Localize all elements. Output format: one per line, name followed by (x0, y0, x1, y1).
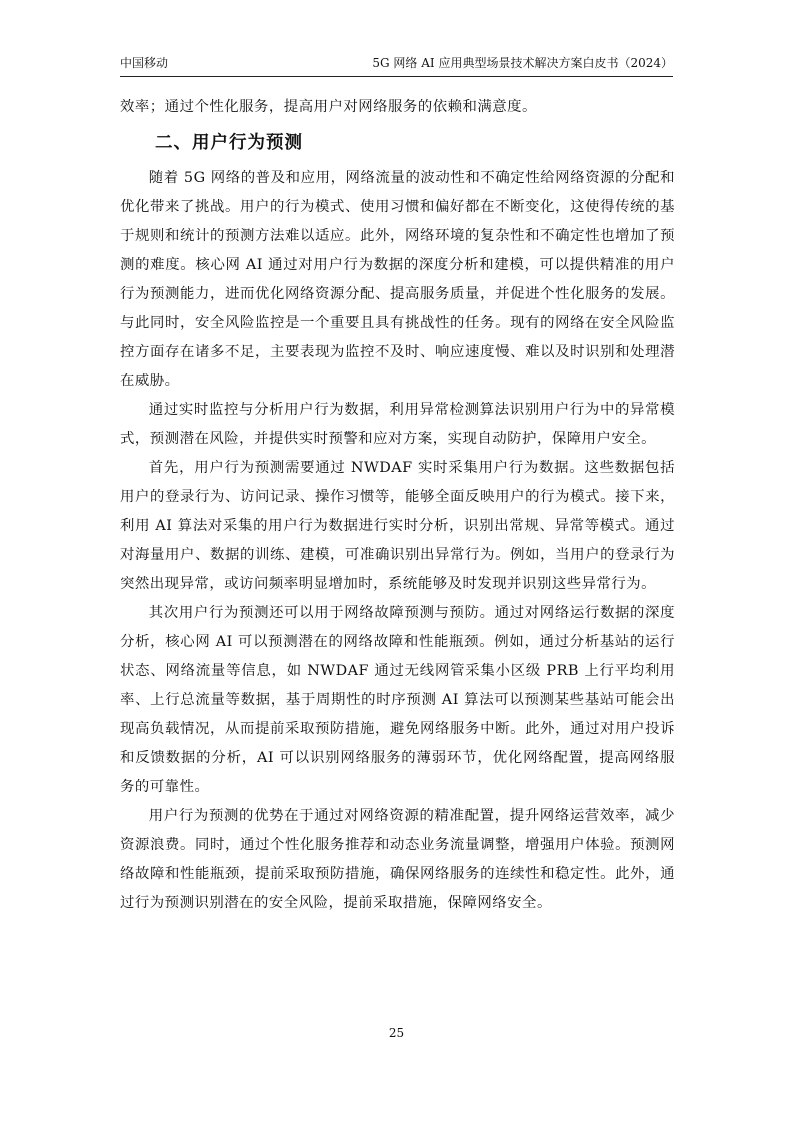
paragraph-3: 首先，用户行为预测需要通过 NWDAF 实时采集用户行为数据。这些数据包括用户的登录行为、访问记录、操作习惯等，能够全面反映用户的行为模式。接下来，利用 AI 算法对采集的用户行为数据进行实时分析，识别出常规、异常等模式。通过对海量用户、数据的训练、建模，可准确识别出异常行为。例如，当用户的登录行为突然出现异常，或访问频率明显增加时，系统能够及时发现并识别这些异常行为。 (120, 460, 675, 592)
page-content (120, 93, 675, 918)
paragraph-4: 其次用户行为预测还可以用于网络故障预测与预防。通过对网络运行数据的深度分析，核心网 AI 可以预测潜在的网络故障和性能瓶颈。例如，通过分析基站的运行状态、网络流量等信息，如 NWDAF 通过无线网管采集小区级 PRB 上行平均利用率、上行总流量等数据，基于周期性的时序预测 AI 算法可以预测某些基站可能会出现高负载情况，从而提前采取预防措施，避免网络服务中断。此外，通过对用户投诉和反馈数据的分析，AI 可以识别网络服务的薄弱环节，优化网络配置，提高网络服务的可靠性。 (120, 605, 675, 795)
page-header (120, 54, 673, 77)
header-org: 中国移动 (120, 56, 169, 70)
paragraph-2: 通过实时监控与分析用户行为数据，利用异常检测算法识别用户行为中的异常模式，预测潜在风险，并提供实时预警和应对方案，实现自动防护，保障用户安全。 (120, 402, 675, 447)
section-heading: 二、用户行为预测 (155, 133, 303, 153)
intro-line: 效率；通过个性化服务，提高用户对网络服务的依赖和满意度。 (120, 99, 537, 115)
paragraph-5: 用户行为预测的优势在于通过对网络资源的精准配置，提升网络运营效率，减少资源浪费。同时，通过个性化服务推荐和动态业务流量调整，增强用户体验。预测网络故障和性能瓶颈，提前采取预防措施，确保网络服务的连续性和稳定性。此外，通过行为预测识别潜在的安全风险，提前采取措施，保障网络安全。 (120, 808, 675, 911)
page-number: 25 (388, 1026, 405, 1040)
paragraph-1: 随着 5G 网络的普及和应用，网络流量的波动性和不确定性给网络资源的分配和优化带来了挑战。用户的行为模式、使用习惯和偏好都在不断变化，这使得传统的基于规则和统计的预测方法难以适应。此外，网络环境的复杂性和不确定性也增加了预测的难度。核心网 AI 通过对用户行为数据的深度分析和建模，可以提供精准的用户行为预测能力，进而优化网络资源分配、提高服务质量，并促进个性化服务的发展。与此同时，安全风险监控是一个重要且具有挑战性的任务。现有的网络在安全风险监控方面存在诸多不足，主要表现为监控不及时、响应速度慢、难以及时识别和处理潜在威胁。 (120, 170, 675, 389)
header-doc-title: 5G 网络 AI 应用典型场景技术解决方案白皮书（2024） (372, 56, 673, 70)
